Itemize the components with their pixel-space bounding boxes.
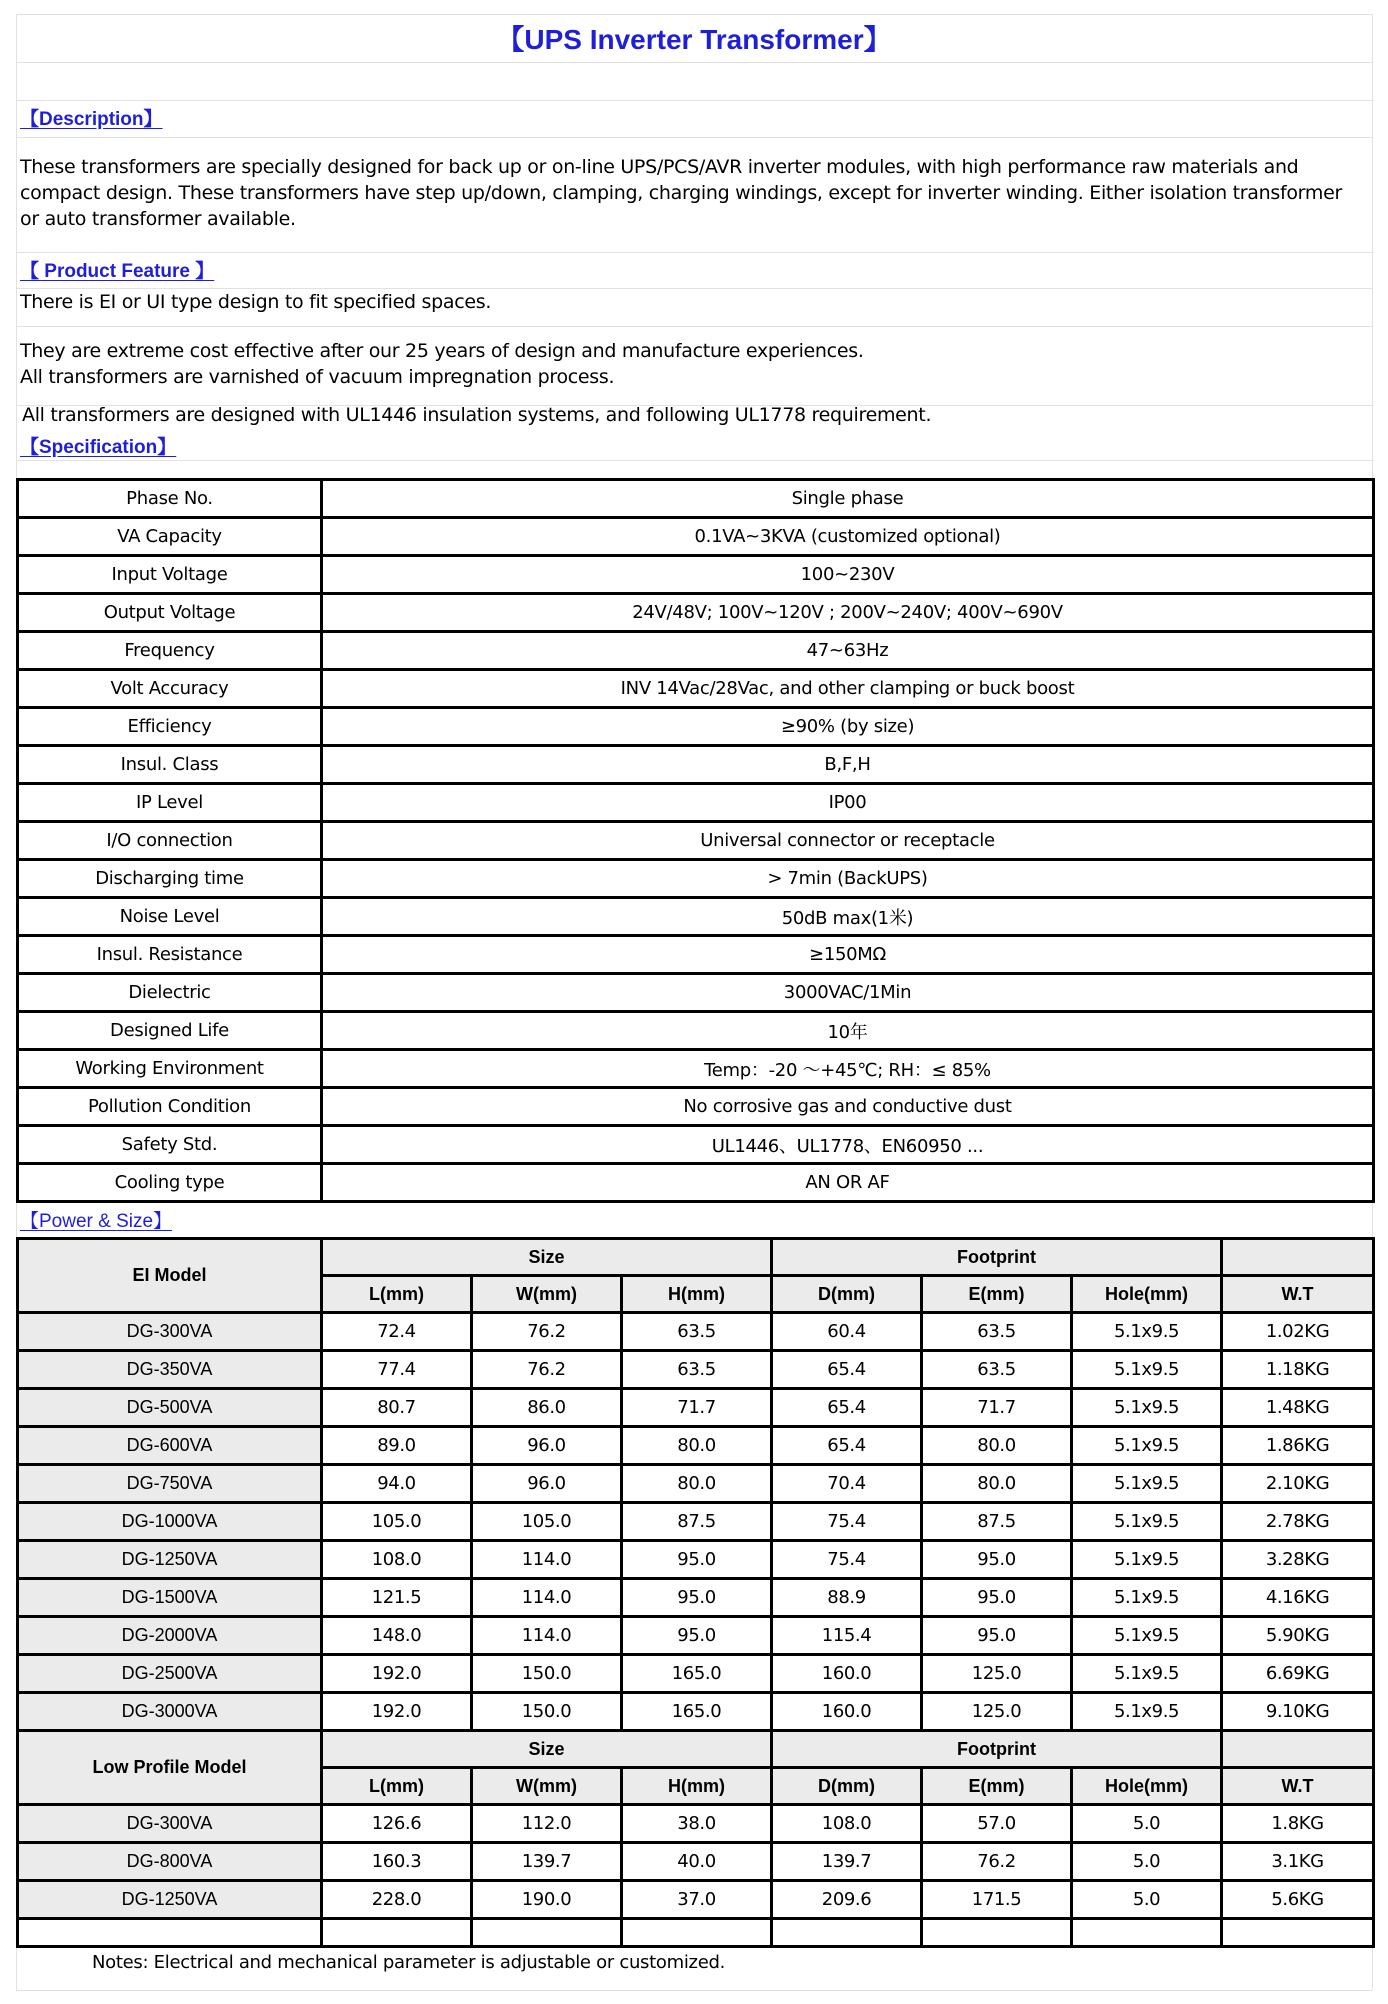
spec-value: UL1446、UL1778、EN60950 ... bbox=[322, 1126, 1374, 1164]
value-cell: 192.0 bbox=[322, 1693, 472, 1731]
table-row bbox=[18, 1503, 1374, 1541]
table-row bbox=[18, 1693, 1374, 1731]
spec-row bbox=[18, 822, 1374, 860]
spec-key: I/O connection bbox=[18, 822, 322, 860]
value-cell: 5.1x9.5 bbox=[1072, 1503, 1222, 1541]
spec-key: Phase No. bbox=[18, 480, 322, 518]
value-cell: 160.3 bbox=[322, 1843, 472, 1881]
value-cell: 115.4 bbox=[772, 1617, 922, 1655]
value-cell: 105.0 bbox=[322, 1503, 472, 1541]
spec-row bbox=[18, 1164, 1374, 1202]
page-title: 【UPS Inverter Transformer】 bbox=[496, 24, 892, 55]
value-cell: 88.9 bbox=[772, 1579, 922, 1617]
value-cell: 112.0 bbox=[472, 1805, 622, 1843]
value-cell: 5.1x9.5 bbox=[1072, 1465, 1222, 1503]
value-cell: 5.0 bbox=[1072, 1881, 1222, 1919]
spec-value: 10年 bbox=[322, 1012, 1374, 1050]
empty-cell bbox=[922, 1919, 1072, 1947]
table-header-row bbox=[18, 1239, 1374, 1276]
spec-key: IP Level bbox=[18, 784, 322, 822]
value-cell: 65.4 bbox=[772, 1427, 922, 1465]
low-profile-model-header: Low Profile Model bbox=[18, 1731, 322, 1805]
spec-row bbox=[18, 556, 1374, 594]
value-cell: 228.0 bbox=[322, 1881, 472, 1919]
column-header: L(mm) bbox=[322, 1276, 472, 1313]
value-cell: 139.7 bbox=[772, 1843, 922, 1881]
column-header: W.T bbox=[1222, 1768, 1374, 1805]
spec-key: Working Environment bbox=[18, 1050, 322, 1088]
value-cell: 95.0 bbox=[622, 1579, 772, 1617]
table-row bbox=[18, 1805, 1374, 1843]
model-cell: DG-350VA bbox=[18, 1351, 322, 1389]
spec-row bbox=[18, 1050, 1374, 1088]
value-cell: 57.0 bbox=[922, 1805, 1072, 1843]
value-cell: 4.16KG bbox=[1222, 1579, 1374, 1617]
value-cell: 150.0 bbox=[472, 1693, 622, 1731]
spec-row bbox=[18, 1126, 1374, 1164]
spec-value: B,F,H bbox=[322, 746, 1374, 784]
spec-key: Volt Accuracy bbox=[18, 670, 322, 708]
value-cell: 72.4 bbox=[322, 1313, 472, 1351]
value-cell: 95.0 bbox=[922, 1617, 1072, 1655]
empty-cell bbox=[18, 1919, 322, 1947]
empty-cell bbox=[472, 1919, 622, 1947]
value-cell: 105.0 bbox=[472, 1503, 622, 1541]
value-cell: 75.4 bbox=[772, 1503, 922, 1541]
value-cell: 96.0 bbox=[472, 1465, 622, 1503]
spec-row bbox=[18, 708, 1374, 746]
model-cell: DG-2000VA bbox=[18, 1617, 322, 1655]
value-cell: 3.1KG bbox=[1222, 1843, 1374, 1881]
value-cell: 5.1x9.5 bbox=[1072, 1693, 1222, 1731]
table-row bbox=[18, 1389, 1374, 1427]
value-cell: 5.6KG bbox=[1222, 1881, 1374, 1919]
value-cell: 209.6 bbox=[772, 1881, 922, 1919]
footprint-header: Footprint bbox=[772, 1731, 1222, 1768]
spec-value: > 7min (BackUPS) bbox=[322, 860, 1374, 898]
spec-key: Efficiency bbox=[18, 708, 322, 746]
model-cell: DG-750VA bbox=[18, 1465, 322, 1503]
grid-line bbox=[16, 1990, 1372, 1991]
spec-row bbox=[18, 936, 1374, 974]
value-cell: 165.0 bbox=[622, 1693, 772, 1731]
feature-text-4: All transformers are designed with UL1446 insulation systems, and following UL1778 requirement. bbox=[22, 404, 932, 426]
value-cell: 5.1x9.5 bbox=[1072, 1579, 1222, 1617]
spec-value: Single phase bbox=[322, 480, 1374, 518]
value-cell: 114.0 bbox=[472, 1541, 622, 1579]
spec-row bbox=[18, 784, 1374, 822]
feature-text-2 bbox=[20, 338, 1360, 390]
spec-value: No corrosive gas and conductive dust bbox=[322, 1088, 1374, 1126]
value-cell: 5.1x9.5 bbox=[1072, 1427, 1222, 1465]
value-cell: 63.5 bbox=[622, 1313, 772, 1351]
table-row bbox=[18, 1617, 1374, 1655]
column-header: Hole(mm) bbox=[1072, 1276, 1222, 1313]
grid-line bbox=[16, 252, 1372, 253]
model-cell: DG-300VA bbox=[18, 1313, 322, 1351]
value-cell: 80.0 bbox=[622, 1465, 772, 1503]
spec-row bbox=[18, 518, 1374, 556]
model-cell: DG-300VA bbox=[18, 1805, 322, 1843]
value-cell: 1.86KG bbox=[1222, 1427, 1374, 1465]
value-cell: 3.28KG bbox=[1222, 1541, 1374, 1579]
value-cell: 65.4 bbox=[772, 1389, 922, 1427]
model-cell: DG-800VA bbox=[18, 1843, 322, 1881]
model-cell: DG-1000VA bbox=[18, 1503, 322, 1541]
value-cell: 65.4 bbox=[772, 1351, 922, 1389]
spec-row bbox=[18, 594, 1374, 632]
section-description: 【Description】 bbox=[20, 109, 163, 130]
empty-cell bbox=[1072, 1919, 1222, 1947]
value-cell: 108.0 bbox=[322, 1541, 472, 1579]
value-cell: 77.4 bbox=[322, 1351, 472, 1389]
value-cell: 9.10KG bbox=[1222, 1693, 1374, 1731]
value-cell: 80.0 bbox=[922, 1427, 1072, 1465]
column-header: H(mm) bbox=[622, 1768, 772, 1805]
empty-cell bbox=[622, 1919, 772, 1947]
value-cell: 121.5 bbox=[322, 1579, 472, 1617]
value-cell: 76.2 bbox=[922, 1843, 1072, 1881]
spec-key: Frequency bbox=[18, 632, 322, 670]
column-header: W(mm) bbox=[472, 1768, 622, 1805]
spec-row bbox=[18, 1088, 1374, 1126]
value-cell: 2.78KG bbox=[1222, 1503, 1374, 1541]
value-cell: 76.2 bbox=[472, 1313, 622, 1351]
grid-line bbox=[16, 326, 1372, 327]
column-header: W.T bbox=[1222, 1276, 1374, 1313]
grid-line bbox=[16, 137, 1372, 138]
value-cell: 1.18KG bbox=[1222, 1351, 1374, 1389]
grid-line bbox=[16, 460, 1372, 461]
value-cell: 60.4 bbox=[772, 1313, 922, 1351]
value-cell: 1.8KG bbox=[1222, 1805, 1374, 1843]
spec-row bbox=[18, 974, 1374, 1012]
value-cell: 95.0 bbox=[922, 1579, 1072, 1617]
empty-row bbox=[18, 1919, 1374, 1947]
description-text bbox=[20, 154, 1360, 232]
value-cell: 1.02KG bbox=[1222, 1313, 1374, 1351]
column-header: E(mm) bbox=[922, 1276, 1072, 1313]
grid-line bbox=[16, 62, 1372, 63]
description-line: or auto transformer available. bbox=[20, 208, 296, 230]
value-cell: 171.5 bbox=[922, 1881, 1072, 1919]
spec-row bbox=[18, 632, 1374, 670]
value-cell: 87.5 bbox=[622, 1503, 772, 1541]
value-cell: 96.0 bbox=[472, 1427, 622, 1465]
section-product-feature: 【 Product Feature 】 bbox=[20, 261, 215, 282]
column-header: E(mm) bbox=[922, 1768, 1072, 1805]
value-cell: 80.7 bbox=[322, 1389, 472, 1427]
spec-key: Discharging time bbox=[18, 860, 322, 898]
model-cell: DG-500VA bbox=[18, 1389, 322, 1427]
value-cell: 70.4 bbox=[772, 1465, 922, 1503]
value-cell: 63.5 bbox=[922, 1351, 1072, 1389]
spec-row bbox=[18, 860, 1374, 898]
column-header: Hole(mm) bbox=[1072, 1768, 1222, 1805]
table-row bbox=[18, 1579, 1374, 1617]
value-cell: 71.7 bbox=[922, 1389, 1072, 1427]
spec-key: Insul. Resistance bbox=[18, 936, 322, 974]
table-row bbox=[18, 1881, 1374, 1919]
blank-header-cell bbox=[1222, 1239, 1374, 1276]
value-cell: 160.0 bbox=[772, 1655, 922, 1693]
spec-row bbox=[18, 746, 1374, 784]
size-header: Size bbox=[322, 1731, 772, 1768]
empty-cell bbox=[1222, 1919, 1374, 1947]
table-row bbox=[18, 1313, 1374, 1351]
spec-key: Output Voltage bbox=[18, 594, 322, 632]
value-cell: 114.0 bbox=[472, 1579, 622, 1617]
value-cell: 63.5 bbox=[622, 1351, 772, 1389]
notes-text: Notes: Electrical and mechanical parameter is adjustable or customized. bbox=[92, 1952, 726, 1973]
table-row bbox=[18, 1351, 1374, 1389]
value-cell: 38.0 bbox=[622, 1805, 772, 1843]
spec-key: Designed Life bbox=[18, 1012, 322, 1050]
spec-value: INV 14Vac/28Vac, and other clamping or buck boost bbox=[322, 670, 1374, 708]
spec-row bbox=[18, 1012, 1374, 1050]
blank-header-cell bbox=[1222, 1731, 1374, 1768]
spec-value: ≥90% (by size) bbox=[322, 708, 1374, 746]
table-row bbox=[18, 1655, 1374, 1693]
feature-text-1: There is EI or UI type design to fit specified spaces. bbox=[20, 291, 492, 313]
spec-value: 47~63Hz bbox=[322, 632, 1374, 670]
spec-key: Insul. Class bbox=[18, 746, 322, 784]
spec-value: Temp：-20 ～+45℃; RH：≤ 85% bbox=[322, 1050, 1374, 1088]
feature-line: All transformers are varnished of vacuum impregnation process. bbox=[20, 366, 615, 388]
value-cell: 75.4 bbox=[772, 1541, 922, 1579]
value-cell: 87.5 bbox=[922, 1503, 1072, 1541]
value-cell: 5.1x9.5 bbox=[1072, 1313, 1222, 1351]
model-cell: DG-1500VA bbox=[18, 1579, 322, 1617]
value-cell: 80.0 bbox=[622, 1427, 772, 1465]
spec-value: IP00 bbox=[322, 784, 1374, 822]
value-cell: 71.7 bbox=[622, 1389, 772, 1427]
value-cell: 5.90KG bbox=[1222, 1617, 1374, 1655]
spec-key: Pollution Condition bbox=[18, 1088, 322, 1126]
value-cell: 139.7 bbox=[472, 1843, 622, 1881]
value-cell: 5.1x9.5 bbox=[1072, 1541, 1222, 1579]
spec-value: 3000VAC/1Min bbox=[322, 974, 1374, 1012]
spec-value: 24V/48V; 100V~120V ; 200V~240V; 400V~690V bbox=[322, 594, 1374, 632]
spec-row bbox=[18, 480, 1374, 518]
value-cell: 89.0 bbox=[322, 1427, 472, 1465]
value-cell: 95.0 bbox=[922, 1541, 1072, 1579]
empty-cell bbox=[322, 1919, 472, 1947]
table-row bbox=[18, 1541, 1374, 1579]
value-cell: 108.0 bbox=[772, 1805, 922, 1843]
value-cell: 94.0 bbox=[322, 1465, 472, 1503]
value-cell: 150.0 bbox=[472, 1655, 622, 1693]
value-cell: 2.10KG bbox=[1222, 1465, 1374, 1503]
description-line: These transformers are specially designed for back up or on-line UPS/PCS/AVR inverter modules, with high performance raw materials and bbox=[20, 156, 1299, 178]
value-cell: 63.5 bbox=[922, 1313, 1072, 1351]
value-cell: 6.69KG bbox=[1222, 1655, 1374, 1693]
spec-value: AN OR AF bbox=[322, 1164, 1374, 1202]
value-cell: 5.0 bbox=[1072, 1805, 1222, 1843]
column-header: H(mm) bbox=[622, 1276, 772, 1313]
column-header: L(mm) bbox=[322, 1768, 472, 1805]
spec-table bbox=[16, 478, 1375, 1203]
value-cell: 1.48KG bbox=[1222, 1389, 1374, 1427]
model-cell: DG-3000VA bbox=[18, 1693, 322, 1731]
size-header: Size bbox=[322, 1239, 772, 1276]
grid-line bbox=[16, 100, 1372, 101]
value-cell: 148.0 bbox=[322, 1617, 472, 1655]
spec-key: VA Capacity bbox=[18, 518, 322, 556]
table-row bbox=[18, 1843, 1374, 1881]
spec-value: 100~230V bbox=[322, 556, 1374, 594]
section-specification: 【Specification】 bbox=[20, 437, 177, 458]
model-cell: DG-1250VA bbox=[18, 1881, 322, 1919]
value-cell: 5.1x9.5 bbox=[1072, 1389, 1222, 1427]
spec-row bbox=[18, 670, 1374, 708]
table-header-row bbox=[18, 1731, 1374, 1768]
value-cell: 190.0 bbox=[472, 1881, 622, 1919]
value-cell: 114.0 bbox=[472, 1617, 622, 1655]
spec-key: Safety Std. bbox=[18, 1126, 322, 1164]
section-power-size: 【Power & Size】 bbox=[20, 1211, 173, 1232]
value-cell: 125.0 bbox=[922, 1693, 1072, 1731]
value-cell: 40.0 bbox=[622, 1843, 772, 1881]
model-cell: DG-2500VA bbox=[18, 1655, 322, 1693]
value-cell: 192.0 bbox=[322, 1655, 472, 1693]
spec-value: ≥150MΩ bbox=[322, 936, 1374, 974]
spec-value: 0.1VA~3KVA (customized optional) bbox=[322, 518, 1374, 556]
value-cell: 86.0 bbox=[472, 1389, 622, 1427]
description-line: compact design. These transformers have step up/down, clamping, charging windings, except for inverter winding. Either isolation transformer bbox=[20, 182, 1342, 204]
power-size-table bbox=[16, 1237, 1375, 1948]
value-cell: 165.0 bbox=[622, 1655, 772, 1693]
value-cell: 5.1x9.5 bbox=[1072, 1617, 1222, 1655]
value-cell: 37.0 bbox=[622, 1881, 772, 1919]
value-cell: 95.0 bbox=[622, 1541, 772, 1579]
value-cell: 5.1x9.5 bbox=[1072, 1655, 1222, 1693]
column-header: W(mm) bbox=[472, 1276, 622, 1313]
table-row bbox=[18, 1465, 1374, 1503]
value-cell: 76.2 bbox=[472, 1351, 622, 1389]
value-cell: 160.0 bbox=[772, 1693, 922, 1731]
value-cell: 80.0 bbox=[922, 1465, 1072, 1503]
spec-key: Cooling type bbox=[18, 1164, 322, 1202]
empty-cell bbox=[772, 1919, 922, 1947]
value-cell: 5.1x9.5 bbox=[1072, 1351, 1222, 1389]
model-cell: DG-600VA bbox=[18, 1427, 322, 1465]
value-cell: 126.6 bbox=[322, 1805, 472, 1843]
model-cell: DG-1250VA bbox=[18, 1541, 322, 1579]
footprint-header: Footprint bbox=[772, 1239, 1222, 1276]
column-header: D(mm) bbox=[772, 1768, 922, 1805]
value-cell: 5.0 bbox=[1072, 1843, 1222, 1881]
spec-key: Dielectric bbox=[18, 974, 322, 1012]
spec-key: Input Voltage bbox=[18, 556, 322, 594]
value-cell: 125.0 bbox=[922, 1655, 1072, 1693]
spec-row bbox=[18, 898, 1374, 936]
ei-model-header: EI Model bbox=[18, 1239, 322, 1313]
table-row bbox=[18, 1427, 1374, 1465]
column-header: D(mm) bbox=[772, 1276, 922, 1313]
spec-key: Noise Level bbox=[18, 898, 322, 936]
title-bar bbox=[16, 14, 1372, 62]
value-cell: 95.0 bbox=[622, 1617, 772, 1655]
feature-line: They are extreme cost effective after our 25 years of design and manufacture experiences. bbox=[20, 340, 864, 362]
spec-value: 50dB max(1米) bbox=[322, 898, 1374, 936]
spec-value: Universal connector or receptacle bbox=[322, 822, 1374, 860]
